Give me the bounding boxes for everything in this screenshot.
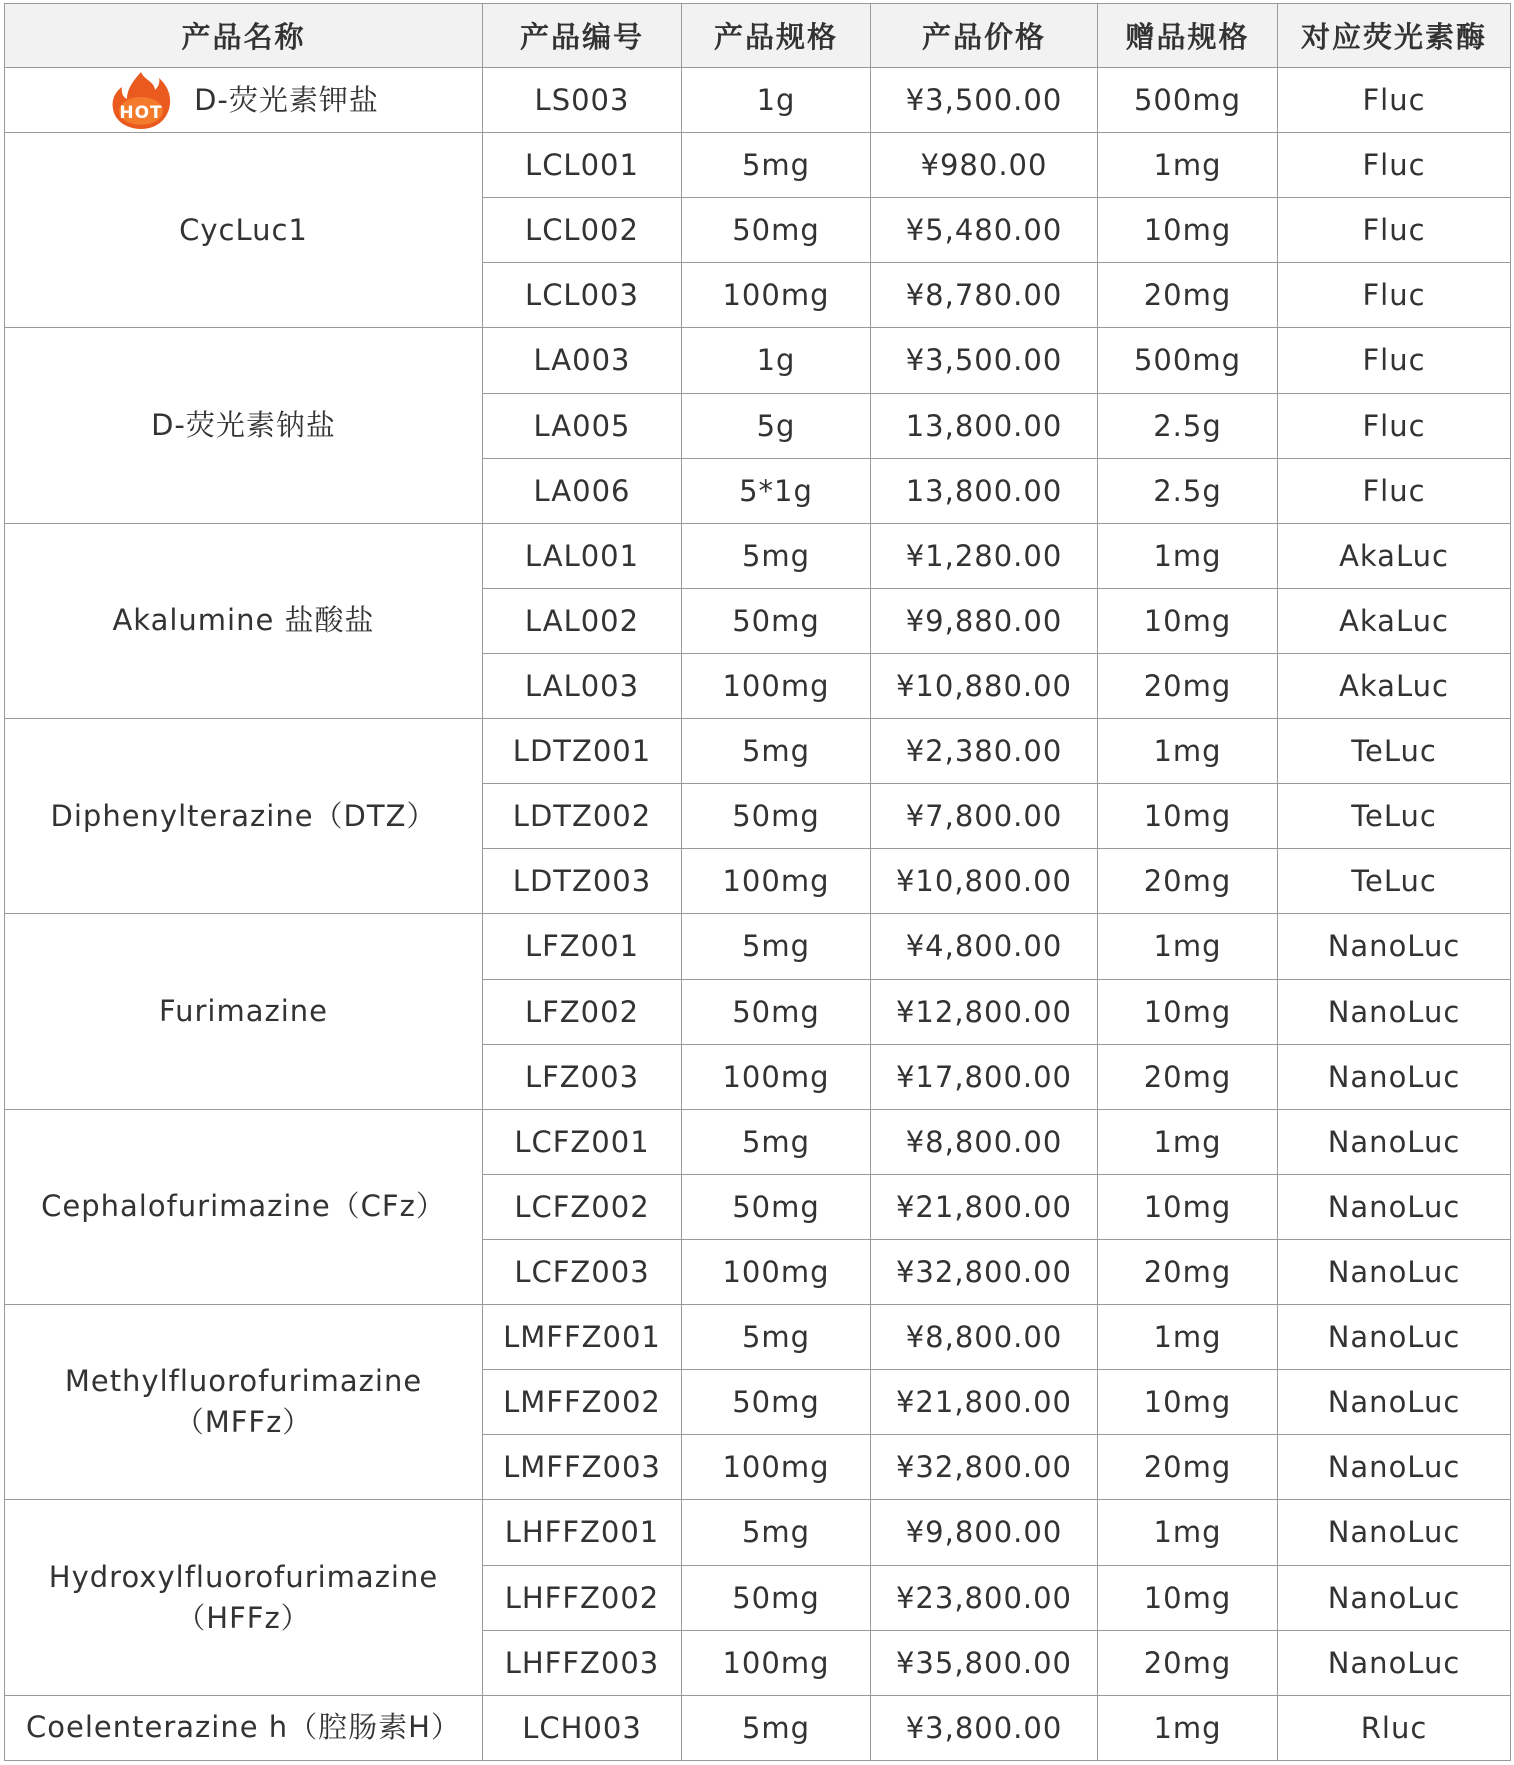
product-name-cell bbox=[5, 328, 483, 523]
product-code-cell: LAL003 bbox=[483, 653, 682, 718]
product-name-line: Furimazine bbox=[159, 994, 328, 1029]
product-price-cell: ¥9,880.00 bbox=[871, 588, 1098, 653]
product-price-cell: ¥8,800.00 bbox=[871, 1305, 1098, 1370]
gift-spec-cell: 20mg bbox=[1098, 1630, 1278, 1695]
header-product-price: 产品价格 bbox=[871, 4, 1098, 68]
gift-spec-cell: 1mg bbox=[1098, 719, 1278, 784]
luciferase-cell: NanoLuc bbox=[1278, 1630, 1511, 1695]
product-price-cell: ¥2,380.00 bbox=[871, 719, 1098, 784]
product-code-cell: LCFZ003 bbox=[483, 1239, 682, 1304]
product-code-cell: LCL003 bbox=[483, 263, 682, 328]
table-row bbox=[5, 1695, 1511, 1760]
product-name-cell bbox=[5, 68, 483, 133]
product-name-cell bbox=[5, 719, 483, 914]
product-code-cell: LDTZ002 bbox=[483, 784, 682, 849]
gift-spec-cell: 20mg bbox=[1098, 1044, 1278, 1109]
product-price-cell: ¥4,800.00 bbox=[871, 914, 1098, 979]
product-name-line: Diphenylterazine（DTZ） bbox=[50, 798, 437, 833]
luciferase-cell: AkaLuc bbox=[1278, 588, 1511, 653]
product-code-cell: LA003 bbox=[483, 328, 682, 393]
gift-spec-cell: 2.5g bbox=[1098, 393, 1278, 458]
gift-spec-cell: 500mg bbox=[1098, 328, 1278, 393]
luciferase-cell: NanoLuc bbox=[1278, 1565, 1511, 1630]
gift-spec-cell: 20mg bbox=[1098, 263, 1278, 328]
product-code-cell: LFZ003 bbox=[483, 1044, 682, 1109]
product-code-cell: LDTZ001 bbox=[483, 719, 682, 784]
product-spec-cell: 50mg bbox=[682, 1174, 871, 1239]
product-code-cell: LA005 bbox=[483, 393, 682, 458]
product-spec-cell: 5mg bbox=[682, 1109, 871, 1174]
table-row bbox=[5, 328, 1511, 393]
product-spec-cell: 50mg bbox=[682, 198, 871, 263]
luciferase-cell: Fluc bbox=[1278, 393, 1511, 458]
product-name-line: Methylfluorofurimazine bbox=[64, 1364, 423, 1399]
product-code-cell: LCFZ002 bbox=[483, 1174, 682, 1239]
gift-spec-cell: 20mg bbox=[1098, 849, 1278, 914]
product-spec-cell: 100mg bbox=[682, 263, 871, 328]
table-body bbox=[5, 68, 1511, 1761]
product-code-cell: LCH003 bbox=[483, 1695, 682, 1760]
product-code-cell: LHFFZ002 bbox=[483, 1565, 682, 1630]
luciferase-cell: TeLuc bbox=[1278, 719, 1511, 784]
product-price-cell: ¥3,500.00 bbox=[871, 328, 1098, 393]
product-code-cell: LFZ002 bbox=[483, 979, 682, 1044]
product-name-cell bbox=[5, 1500, 483, 1695]
luciferase-cell: NanoLuc bbox=[1278, 1370, 1511, 1435]
product-price-cell: ¥32,800.00 bbox=[871, 1435, 1098, 1500]
product-name-cell bbox=[5, 523, 483, 718]
product-name-cell bbox=[5, 1695, 483, 1760]
product-name-cell bbox=[5, 1305, 483, 1500]
product-price-cell: ¥1,280.00 bbox=[871, 523, 1098, 588]
product-price-cell: ¥8,780.00 bbox=[871, 263, 1098, 328]
product-price-cell: ¥980.00 bbox=[871, 133, 1098, 198]
gift-spec-cell: 10mg bbox=[1098, 784, 1278, 849]
luciferase-cell: NanoLuc bbox=[1278, 1435, 1511, 1500]
product-name-line: Cephalofurimazine（CFz） bbox=[41, 1189, 446, 1224]
table-row bbox=[5, 1500, 1511, 1565]
product-code-cell: LAL001 bbox=[483, 523, 682, 588]
product-spec-cell: 5mg bbox=[682, 1305, 871, 1370]
product-spec-cell: 100mg bbox=[682, 1630, 871, 1695]
product-name-line: （MFFz） bbox=[174, 1405, 313, 1440]
gift-spec-cell: 20mg bbox=[1098, 653, 1278, 718]
product-price-cell: ¥9,800.00 bbox=[871, 1500, 1098, 1565]
product-code-cell: LMFFZ002 bbox=[483, 1370, 682, 1435]
product-spec-cell: 1g bbox=[682, 328, 871, 393]
product-price-cell: ¥12,800.00 bbox=[871, 979, 1098, 1044]
header-product-name: 产品名称 bbox=[5, 4, 483, 68]
product-spec-cell: 50mg bbox=[682, 1370, 871, 1435]
product-spec-cell: 5mg bbox=[682, 1695, 871, 1760]
luciferase-cell: NanoLuc bbox=[1278, 979, 1511, 1044]
product-code-cell: LCL002 bbox=[483, 198, 682, 263]
luciferase-cell: NanoLuc bbox=[1278, 1044, 1511, 1109]
product-price-cell: ¥21,800.00 bbox=[871, 1174, 1098, 1239]
product-name-cell bbox=[5, 1109, 483, 1304]
product-spec-cell: 100mg bbox=[682, 653, 871, 718]
product-price-cell: 13,800.00 bbox=[871, 393, 1098, 458]
table-row bbox=[5, 719, 1511, 784]
product-price-cell: ¥5,480.00 bbox=[871, 198, 1098, 263]
hot-flame-icon bbox=[108, 69, 174, 131]
gift-spec-cell: 10mg bbox=[1098, 198, 1278, 263]
gift-spec-cell: 20mg bbox=[1098, 1239, 1278, 1304]
gift-spec-cell: 2.5g bbox=[1098, 458, 1278, 523]
product-name-with-badge bbox=[108, 80, 379, 124]
product-price-cell: ¥17,800.00 bbox=[871, 1044, 1098, 1109]
product-price-cell: 13,800.00 bbox=[871, 458, 1098, 523]
table-row bbox=[5, 523, 1511, 588]
product-name-line: Akalumine 盐酸盐 bbox=[112, 603, 375, 638]
luciferase-cell: Fluc bbox=[1278, 458, 1511, 523]
table-row bbox=[5, 1305, 1511, 1370]
luciferase-cell: NanoLuc bbox=[1278, 1500, 1511, 1565]
luciferase-cell: NanoLuc bbox=[1278, 1174, 1511, 1239]
luciferase-cell: TeLuc bbox=[1278, 784, 1511, 849]
product-price-cell: ¥7,800.00 bbox=[871, 784, 1098, 849]
product-price-cell: ¥32,800.00 bbox=[871, 1239, 1098, 1304]
price-sheet bbox=[4, 3, 1510, 1761]
product-code-cell: LA006 bbox=[483, 458, 682, 523]
luciferase-cell: NanoLuc bbox=[1278, 1109, 1511, 1174]
product-spec-cell: 100mg bbox=[682, 849, 871, 914]
luciferase-cell: AkaLuc bbox=[1278, 523, 1511, 588]
product-price-cell: ¥35,800.00 bbox=[871, 1630, 1098, 1695]
product-spec-cell: 5mg bbox=[682, 133, 871, 198]
luciferase-cell: Fluc bbox=[1278, 198, 1511, 263]
product-spec-cell: 50mg bbox=[682, 588, 871, 653]
hot-badge-label: HOT bbox=[119, 103, 163, 124]
table-row bbox=[5, 68, 1511, 133]
product-code-cell: LS003 bbox=[483, 68, 682, 133]
luciferase-cell: Rluc bbox=[1278, 1695, 1511, 1760]
gift-spec-cell: 10mg bbox=[1098, 1370, 1278, 1435]
product-price-cell: ¥10,800.00 bbox=[871, 849, 1098, 914]
gift-spec-cell: 1mg bbox=[1098, 1109, 1278, 1174]
table-row bbox=[5, 1109, 1511, 1174]
product-price-cell: ¥10,880.00 bbox=[871, 653, 1098, 718]
product-spec-cell: 50mg bbox=[682, 1565, 871, 1630]
product-name-line: CycLuc1 bbox=[179, 212, 308, 247]
product-spec-cell: 100mg bbox=[682, 1239, 871, 1304]
luciferase-cell: NanoLuc bbox=[1278, 1239, 1511, 1304]
gift-spec-cell: 1mg bbox=[1098, 1305, 1278, 1370]
product-spec-cell: 5mg bbox=[682, 719, 871, 784]
product-spec-cell: 50mg bbox=[682, 979, 871, 1044]
product-price-cell: ¥8,800.00 bbox=[871, 1109, 1098, 1174]
product-spec-cell: 5*1g bbox=[682, 458, 871, 523]
luciferase-cell: Fluc bbox=[1278, 263, 1511, 328]
gift-spec-cell: 1mg bbox=[1098, 1695, 1278, 1760]
gift-spec-cell: 20mg bbox=[1098, 1435, 1278, 1500]
product-code-cell: LAL002 bbox=[483, 588, 682, 653]
table-row bbox=[5, 914, 1511, 979]
product-name-line: Coelenterazine h（腔肠素H） bbox=[26, 1710, 461, 1745]
product-spec-cell: 5mg bbox=[682, 1500, 871, 1565]
luciferase-cell: NanoLuc bbox=[1278, 914, 1511, 979]
header-luciferase: 对应荧光素酶 bbox=[1278, 4, 1511, 68]
gift-spec-cell: 1mg bbox=[1098, 133, 1278, 198]
price-table bbox=[4, 3, 1511, 1761]
product-code-cell: LMFFZ003 bbox=[483, 1435, 682, 1500]
header-product-spec: 产品规格 bbox=[682, 4, 871, 68]
product-code-cell: LHFFZ001 bbox=[483, 1500, 682, 1565]
product-price-cell: ¥23,800.00 bbox=[871, 1565, 1098, 1630]
product-name-cell bbox=[5, 914, 483, 1109]
product-name-line: Hydroxylfluorofurimazine bbox=[48, 1559, 439, 1594]
product-spec-cell: 50mg bbox=[682, 784, 871, 849]
product-spec-cell: 5mg bbox=[682, 523, 871, 588]
gift-spec-cell: 1mg bbox=[1098, 914, 1278, 979]
header-row bbox=[5, 4, 1511, 68]
header-gift-spec: 赠品规格 bbox=[1098, 4, 1278, 68]
product-spec-cell: 5mg bbox=[682, 914, 871, 979]
gift-spec-cell: 1mg bbox=[1098, 523, 1278, 588]
table-row bbox=[5, 133, 1511, 198]
gift-spec-cell: 10mg bbox=[1098, 979, 1278, 1044]
product-price-cell: ¥3,500.00 bbox=[871, 68, 1098, 133]
luciferase-cell: TeLuc bbox=[1278, 849, 1511, 914]
product-code-cell: LMFFZ001 bbox=[483, 1305, 682, 1370]
gift-spec-cell: 10mg bbox=[1098, 1565, 1278, 1630]
product-price-cell: ¥3,800.00 bbox=[871, 1695, 1098, 1760]
product-name-cell bbox=[5, 133, 483, 328]
product-spec-cell: 100mg bbox=[682, 1044, 871, 1109]
product-name-line: （HFFz） bbox=[176, 1600, 311, 1635]
product-code-cell: LDTZ003 bbox=[483, 849, 682, 914]
header-product-code: 产品编号 bbox=[483, 4, 682, 68]
luciferase-cell: Fluc bbox=[1278, 133, 1511, 198]
product-spec-cell: 100mg bbox=[682, 1435, 871, 1500]
product-code-cell: LCFZ001 bbox=[483, 1109, 682, 1174]
luciferase-cell: Fluc bbox=[1278, 68, 1511, 133]
gift-spec-cell: 10mg bbox=[1098, 588, 1278, 653]
product-name-line: D-荧光素钾盐 bbox=[194, 82, 379, 117]
product-spec-cell: 5g bbox=[682, 393, 871, 458]
gift-spec-cell: 1mg bbox=[1098, 1500, 1278, 1565]
product-price-cell: ¥21,800.00 bbox=[871, 1370, 1098, 1435]
luciferase-cell: Fluc bbox=[1278, 328, 1511, 393]
luciferase-cell: AkaLuc bbox=[1278, 653, 1511, 718]
gift-spec-cell: 10mg bbox=[1098, 1174, 1278, 1239]
product-code-cell: LHFFZ003 bbox=[483, 1630, 682, 1695]
product-code-cell: LCL001 bbox=[483, 133, 682, 198]
product-name-line: D-荧光素钠盐 bbox=[151, 408, 336, 443]
gift-spec-cell: 500mg bbox=[1098, 68, 1278, 133]
product-code-cell: LFZ001 bbox=[483, 914, 682, 979]
product-spec-cell: 1g bbox=[682, 68, 871, 133]
luciferase-cell: NanoLuc bbox=[1278, 1305, 1511, 1370]
